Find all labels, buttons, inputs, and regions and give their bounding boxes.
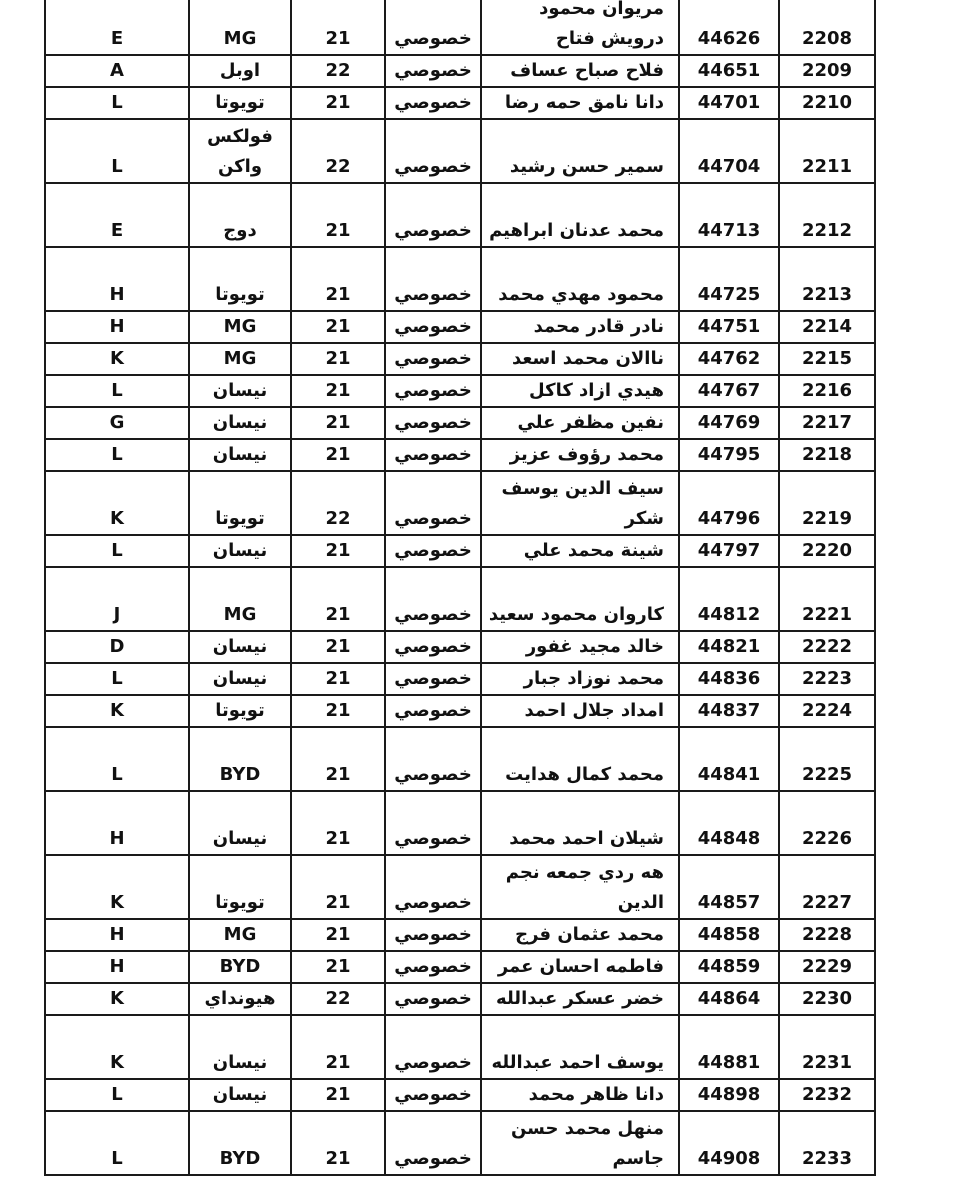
sequence-number-cell: 2222 bbox=[779, 631, 875, 663]
owner-name-cell bbox=[481, 1111, 679, 1175]
class-letter-cell: G bbox=[45, 407, 189, 439]
table-row bbox=[45, 247, 875, 311]
class-letter-cell: K bbox=[45, 343, 189, 375]
table-row bbox=[45, 87, 875, 119]
sequence-number-cell: 2223 bbox=[779, 663, 875, 695]
table-row bbox=[45, 727, 875, 791]
model-year-cell: 21 bbox=[291, 1015, 385, 1079]
model-year-cell: 21 bbox=[291, 535, 385, 567]
plate-number-cell: 44797 bbox=[679, 535, 779, 567]
plate-number-cell: 44864 bbox=[679, 983, 779, 1015]
vehicle-make-cell: اوبل bbox=[189, 55, 291, 87]
class-letter-cell: K bbox=[45, 1015, 189, 1079]
vehicle-make-cell: BYD bbox=[189, 727, 291, 791]
table-row bbox=[45, 855, 875, 919]
table-row bbox=[45, 1015, 875, 1079]
owner-name-cell: خضر عسكر عبدالله bbox=[481, 983, 679, 1015]
vehicle-make-cell: نيسان bbox=[189, 407, 291, 439]
plate-number-cell: 44881 bbox=[679, 1015, 779, 1079]
plate-type-cell: خصوصي bbox=[385, 951, 481, 983]
model-year-cell: 21 bbox=[291, 727, 385, 791]
plate-type-cell: خصوصي bbox=[385, 311, 481, 343]
owner-name-cell: سمير حسن رشيد bbox=[481, 119, 679, 183]
plate-number-cell: 44812 bbox=[679, 567, 779, 631]
vehicle-make-cell: MG bbox=[189, 343, 291, 375]
table-row bbox=[45, 663, 875, 695]
class-letter-cell: L bbox=[45, 375, 189, 407]
owner-name-cell-line: الدين bbox=[617, 892, 664, 913]
owner-name-cell: فاطمه احسان عمر bbox=[481, 951, 679, 983]
table-row bbox=[45, 951, 875, 983]
class-letter-cell: A bbox=[45, 55, 189, 87]
model-year-cell: 21 bbox=[291, 919, 385, 951]
vehicle-make-cell: تويوتا bbox=[189, 247, 291, 311]
class-letter-cell: L bbox=[45, 663, 189, 695]
model-year-cell: 21 bbox=[291, 567, 385, 631]
owner-name-cell: فلاح صباح عساف bbox=[481, 55, 679, 87]
model-year-cell: 22 bbox=[291, 471, 385, 535]
sequence-number-cell: 2208 bbox=[779, 0, 875, 55]
plate-type-cell: خصوصي bbox=[385, 695, 481, 727]
class-letter-cell: E bbox=[45, 183, 189, 247]
plate-type-cell: خصوصي bbox=[385, 631, 481, 663]
vehicle-make-cell: MG bbox=[189, 0, 291, 55]
model-year-cell: 21 bbox=[291, 855, 385, 919]
plate-number-cell: 44821 bbox=[679, 631, 779, 663]
plate-number-cell: 44762 bbox=[679, 343, 779, 375]
plate-number-cell: 44857 bbox=[679, 855, 779, 919]
sequence-number-cell: 2221 bbox=[779, 567, 875, 631]
model-year-cell: 21 bbox=[291, 791, 385, 855]
vehicle-make-cell: دوج bbox=[189, 183, 291, 247]
model-year-cell: 21 bbox=[291, 375, 385, 407]
model-year-cell: 22 bbox=[291, 983, 385, 1015]
owner-name-cell: دانا نامق حمه رضا bbox=[481, 87, 679, 119]
table-row bbox=[45, 343, 875, 375]
table-row bbox=[45, 119, 875, 183]
sequence-number-cell: 2230 bbox=[779, 983, 875, 1015]
model-year-cell: 21 bbox=[291, 87, 385, 119]
owner-name-cell-line: هه ردي جمعه نجم bbox=[505, 862, 664, 883]
class-letter-cell: L bbox=[45, 87, 189, 119]
sequence-number-cell: 2211 bbox=[779, 119, 875, 183]
vehicle-make-cell: نيسان bbox=[189, 1079, 291, 1111]
owner-name-cell-line: منهل محمد حسن bbox=[510, 1118, 664, 1139]
class-letter-cell: K bbox=[45, 855, 189, 919]
owner-name-cell: نادر قادر محمد bbox=[481, 311, 679, 343]
plate-number-cell: 44751 bbox=[679, 311, 779, 343]
vehicle-make-cell bbox=[189, 119, 291, 183]
owner-name-cell: امداد جلال احمد bbox=[481, 695, 679, 727]
plate-type-cell: خصوصي bbox=[385, 343, 481, 375]
plate-type-cell: خصوصي bbox=[385, 855, 481, 919]
vehicle-make-cell: MG bbox=[189, 919, 291, 951]
plate-type-cell: خصوصي bbox=[385, 983, 481, 1015]
model-year-cell: 21 bbox=[291, 663, 385, 695]
plate-type-cell: خصوصي bbox=[385, 439, 481, 471]
owner-name-cell bbox=[481, 855, 679, 919]
plate-type-cell: خصوصي bbox=[385, 471, 481, 535]
sequence-number-cell: 2232 bbox=[779, 1079, 875, 1111]
plate-number-cell: 44858 bbox=[679, 919, 779, 951]
plate-number-cell: 44701 bbox=[679, 87, 779, 119]
class-letter-cell: L bbox=[45, 727, 189, 791]
table-row bbox=[45, 1079, 875, 1111]
vehicle-registration-table bbox=[44, 0, 876, 1176]
table-row bbox=[45, 983, 875, 1015]
plate-type-cell: خصوصي bbox=[385, 727, 481, 791]
class-letter-cell: L bbox=[45, 119, 189, 183]
table-body bbox=[45, 0, 875, 1175]
table-row bbox=[45, 919, 875, 951]
plate-type-cell: خصوصي bbox=[385, 247, 481, 311]
vehicle-make-cell: نيسان bbox=[189, 791, 291, 855]
model-year-cell: 21 bbox=[291, 0, 385, 55]
sequence-number-cell: 2231 bbox=[779, 1015, 875, 1079]
sequence-number-cell: 2229 bbox=[779, 951, 875, 983]
model-year-cell: 21 bbox=[291, 439, 385, 471]
owner-name-cell: محمد نوزاد جبار bbox=[481, 663, 679, 695]
class-letter-cell: K bbox=[45, 471, 189, 535]
plate-type-cell: خصوصي bbox=[385, 375, 481, 407]
plate-number-cell: 44859 bbox=[679, 951, 779, 983]
vehicle-make-cell: MG bbox=[189, 311, 291, 343]
owner-name-cell-line: جاسم bbox=[612, 1148, 664, 1169]
model-year-cell: 21 bbox=[291, 247, 385, 311]
class-letter-cell: H bbox=[45, 951, 189, 983]
plate-number-cell: 44725 bbox=[679, 247, 779, 311]
model-year-cell: 21 bbox=[291, 407, 385, 439]
plate-type-cell: خصوصي bbox=[385, 1079, 481, 1111]
plate-number-cell: 44848 bbox=[679, 791, 779, 855]
table-row bbox=[45, 0, 875, 55]
owner-name-cell-line: مريوان محمود bbox=[539, 0, 664, 19]
owner-name-cell: محمد رؤوف عزيز bbox=[481, 439, 679, 471]
class-letter-cell: L bbox=[45, 439, 189, 471]
vehicle-make-cell: نيسان bbox=[189, 1015, 291, 1079]
plate-number-cell: 44841 bbox=[679, 727, 779, 791]
plate-number-cell: 44795 bbox=[679, 439, 779, 471]
owner-name-cell bbox=[481, 0, 679, 55]
class-letter-cell: L bbox=[45, 1079, 189, 1111]
model-year-cell: 21 bbox=[291, 695, 385, 727]
model-year-cell: 22 bbox=[291, 119, 385, 183]
owner-name-cell: محمود مهدي محمد bbox=[481, 247, 679, 311]
vehicle-make-cell: تويوتا bbox=[189, 695, 291, 727]
table-row bbox=[45, 439, 875, 471]
plate-type-cell: خصوصي bbox=[385, 919, 481, 951]
sequence-number-cell: 2228 bbox=[779, 919, 875, 951]
table-row bbox=[45, 535, 875, 567]
class-letter-cell: H bbox=[45, 311, 189, 343]
sequence-number-cell: 2214 bbox=[779, 311, 875, 343]
vehicle-make-cell: نيسان bbox=[189, 631, 291, 663]
sequence-number-cell: 2224 bbox=[779, 695, 875, 727]
vehicle-make-cell: نيسان bbox=[189, 663, 291, 695]
model-year-cell: 21 bbox=[291, 951, 385, 983]
vehicle-make-cell-line: واكن bbox=[217, 156, 263, 177]
plate-number-cell: 44626 bbox=[679, 0, 779, 55]
vehicle-make-cell: نيسان bbox=[189, 375, 291, 407]
plate-type-cell: خصوصي bbox=[385, 791, 481, 855]
model-year-cell: 21 bbox=[291, 1111, 385, 1175]
plate-type-cell: خصوصي bbox=[385, 87, 481, 119]
owner-name-cell: شيلان احمد محمد bbox=[481, 791, 679, 855]
vehicle-make-cell: BYD bbox=[189, 1111, 291, 1175]
owner-name-cell: دانا ظاهر محمد bbox=[481, 1079, 679, 1111]
owner-name-cell: خالد مجيد غفور bbox=[481, 631, 679, 663]
plate-number-cell: 44767 bbox=[679, 375, 779, 407]
class-letter-cell: H bbox=[45, 791, 189, 855]
owner-name-cell: محمد عثمان فرج bbox=[481, 919, 679, 951]
table-row bbox=[45, 311, 875, 343]
table-row bbox=[45, 375, 875, 407]
class-letter-cell: H bbox=[45, 247, 189, 311]
class-letter-cell: J bbox=[45, 567, 189, 631]
class-letter-cell: E bbox=[45, 0, 189, 55]
vehicle-make-cell: تويوتا bbox=[189, 471, 291, 535]
table-row bbox=[45, 1111, 875, 1175]
sequence-number-cell: 2220 bbox=[779, 535, 875, 567]
table-row bbox=[45, 183, 875, 247]
plate-type-cell: خصوصي bbox=[385, 535, 481, 567]
class-letter-cell: K bbox=[45, 983, 189, 1015]
class-letter-cell: D bbox=[45, 631, 189, 663]
table-row bbox=[45, 407, 875, 439]
sequence-number-cell: 2218 bbox=[779, 439, 875, 471]
owner-name-cell: هيدي ازاد كاكل bbox=[481, 375, 679, 407]
plate-number-cell: 44898 bbox=[679, 1079, 779, 1111]
sequence-number-cell: 2219 bbox=[779, 471, 875, 535]
sequence-number-cell: 2212 bbox=[779, 183, 875, 247]
plate-type-cell: خصوصي bbox=[385, 119, 481, 183]
owner-name-cell: شينة محمد علي bbox=[481, 535, 679, 567]
model-year-cell: 21 bbox=[291, 631, 385, 663]
plate-number-cell: 44837 bbox=[679, 695, 779, 727]
model-year-cell: 22 bbox=[291, 55, 385, 87]
plate-type-cell: خصوصي bbox=[385, 663, 481, 695]
plate-number-cell: 44796 bbox=[679, 471, 779, 535]
sequence-number-cell: 2210 bbox=[779, 87, 875, 119]
sequence-number-cell: 2216 bbox=[779, 375, 875, 407]
owner-name-cell: كاروان محمود سعيد bbox=[481, 567, 679, 631]
vehicle-make-cell: تويوتا bbox=[189, 855, 291, 919]
sequence-number-cell: 2233 bbox=[779, 1111, 875, 1175]
sequence-number-cell: 2226 bbox=[779, 791, 875, 855]
table-row bbox=[45, 55, 875, 87]
class-letter-cell: K bbox=[45, 695, 189, 727]
plate-type-cell: خصوصي bbox=[385, 0, 481, 55]
model-year-cell: 21 bbox=[291, 1079, 385, 1111]
sequence-number-cell: 2209 bbox=[779, 55, 875, 87]
owner-name-cell: نفين مظفر علي bbox=[481, 407, 679, 439]
owner-name-cell-line: شكر bbox=[624, 508, 664, 529]
class-letter-cell: L bbox=[45, 535, 189, 567]
plate-number-cell: 44713 bbox=[679, 183, 779, 247]
plate-type-cell: خصوصي bbox=[385, 567, 481, 631]
plate-number-cell: 44769 bbox=[679, 407, 779, 439]
plate-number-cell: 44908 bbox=[679, 1111, 779, 1175]
plate-type-cell: خصوصي bbox=[385, 1015, 481, 1079]
plate-number-cell: 44704 bbox=[679, 119, 779, 183]
owner-name-cell bbox=[481, 471, 679, 535]
vehicle-make-cell: BYD bbox=[189, 951, 291, 983]
class-letter-cell: L bbox=[45, 1111, 189, 1175]
plate-type-cell: خصوصي bbox=[385, 407, 481, 439]
plate-type-cell: خصوصي bbox=[385, 1111, 481, 1175]
model-year-cell: 21 bbox=[291, 311, 385, 343]
owner-name-cell-line: سيف الدين يوسف bbox=[501, 478, 664, 499]
vehicle-make-cell: MG bbox=[189, 567, 291, 631]
sequence-number-cell: 2225 bbox=[779, 727, 875, 791]
owner-name-cell: ناالان محمد اسعد bbox=[481, 343, 679, 375]
model-year-cell: 21 bbox=[291, 343, 385, 375]
vehicle-make-cell-line: فولكس bbox=[207, 126, 273, 147]
sequence-number-cell: 2227 bbox=[779, 855, 875, 919]
table-row bbox=[45, 567, 875, 631]
plate-type-cell: خصوصي bbox=[385, 55, 481, 87]
model-year-cell: 21 bbox=[291, 183, 385, 247]
sequence-number-cell: 2213 bbox=[779, 247, 875, 311]
owner-name-cell: محمد عدنان ابراهيم bbox=[481, 183, 679, 247]
sequence-number-cell: 2215 bbox=[779, 343, 875, 375]
owner-name-cell: محمد كمال هدايت bbox=[481, 727, 679, 791]
vehicle-make-cell: نيسان bbox=[189, 535, 291, 567]
vehicle-make-cell: تويوتا bbox=[189, 87, 291, 119]
table-row bbox=[45, 631, 875, 663]
table-row bbox=[45, 791, 875, 855]
plate-type-cell: خصوصي bbox=[385, 183, 481, 247]
owner-name-cell: يوسف احمد عبدالله bbox=[481, 1015, 679, 1079]
plate-number-cell: 44651 bbox=[679, 55, 779, 87]
vehicle-make-cell: هيونداي bbox=[189, 983, 291, 1015]
table-row bbox=[45, 695, 875, 727]
table-row bbox=[45, 471, 875, 535]
sequence-number-cell: 2217 bbox=[779, 407, 875, 439]
plate-number-cell: 44836 bbox=[679, 663, 779, 695]
owner-name-cell-line: درويش فتاح bbox=[555, 28, 664, 49]
class-letter-cell: H bbox=[45, 919, 189, 951]
vehicle-make-cell: نيسان bbox=[189, 439, 291, 471]
